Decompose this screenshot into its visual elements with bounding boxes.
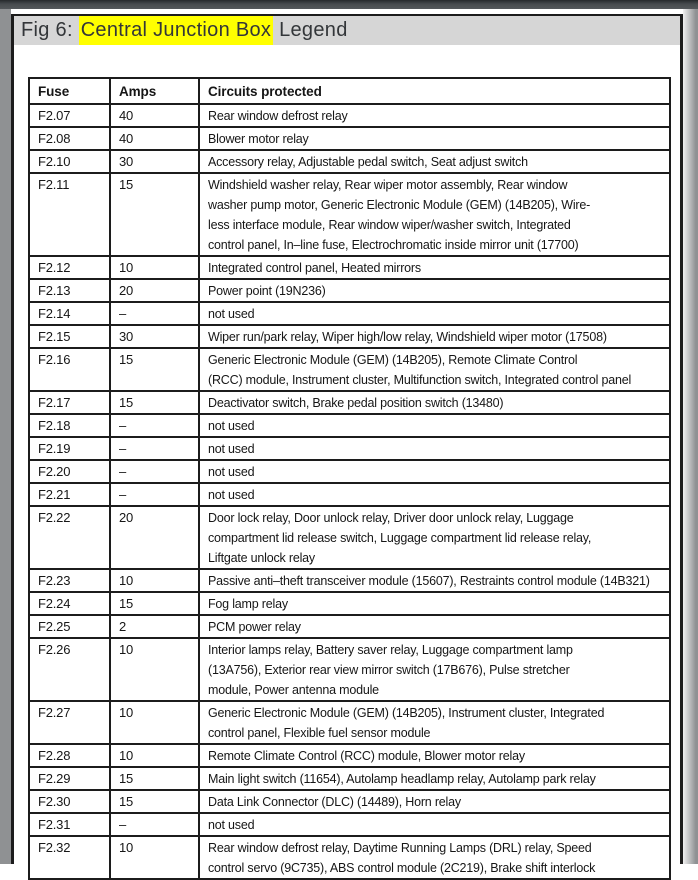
fuse-cell: F2.17 [29,391,110,414]
amps-cell: 15 [110,767,199,790]
circuit-line: (13A756), Exterior rear view mirror switch (17B676), Pulse stretcher [208,663,570,677]
fuse-cell: F2.20 [29,460,110,483]
document-page [11,14,683,875]
circuits-cell [199,836,670,879]
circuits-cell [199,767,670,790]
figure-title-highlight: Central Junction Box [79,16,274,45]
circuit-line: Integrated control panel, Heated mirrors [208,261,421,275]
table-row [29,302,670,325]
circuit-line: module, Power antenna module [208,683,379,697]
circuits-cell [199,701,670,744]
amps-cell: – [110,302,199,325]
amps-cell: 10 [110,638,199,701]
circuits-cell [199,744,670,767]
circuit-line: not used [208,818,255,832]
circuit-line: control panel, Flexible fuel sensor module [208,726,431,740]
fuse-cell: F2.13 [29,279,110,302]
circuit-line: Generic Electronic Module (GEM) (14B205), Remote Climate Control [208,353,578,367]
amps-cell: – [110,483,199,506]
table-row [29,256,670,279]
table-row [29,506,670,569]
amps-cell: 10 [110,744,199,767]
amps-cell: – [110,414,199,437]
fuse-cell: F2.22 [29,506,110,569]
table-row [29,483,670,506]
circuit-line: Rear window defrost relay [208,109,348,123]
fuse-cell: F2.29 [29,767,110,790]
col-header-circuits: Circuits protected [199,78,670,104]
table-row [29,638,670,701]
table-row [29,348,670,391]
fuse-table-body [29,104,670,879]
circuit-line: control panel, In–line fuse, Electrochromatic inside mirror unit (17700) [208,238,579,252]
circuit-line: Rear window defrost relay, Daytime Running Lamps (DRL) relay, Speed [208,841,592,855]
fuse-cell: F2.25 [29,615,110,638]
fuse-cell: F2.15 [29,325,110,348]
table-row [29,592,670,615]
amps-cell: – [110,460,199,483]
amps-cell: 2 [110,615,199,638]
circuits-cell [199,173,670,256]
amps-cell: 15 [110,391,199,414]
fuse-cell: F2.23 [29,569,110,592]
circuit-line: Deactivator switch, Brake pedal position switch (13480) [208,396,504,410]
circuit-line: not used [208,488,255,502]
circuits-cell [199,592,670,615]
circuits-cell [199,279,670,302]
table-row [29,813,670,836]
amps-cell: 20 [110,506,199,569]
circuit-line: Fog lamp relay [208,597,288,611]
circuit-line: washer pump motor, Generic Electronic Module (GEM) (14B205), Wire- [208,198,591,212]
circuits-cell [199,813,670,836]
circuit-line: (RCC) module, Instrument cluster, Multifunction switch, Integrated control panel [208,373,632,387]
circuit-line: control servo (9C735), ABS control module (2C219), Brake shift interlock [208,861,596,875]
table-row [29,279,670,302]
fuse-cell: F2.21 [29,483,110,506]
fuse-cell: F2.32 [29,836,110,879]
circuit-line: Wiper run/park relay, Wiper high/low relay, Windshield wiper motor (17508) [208,330,607,344]
left-margin-strip [0,9,11,864]
fuse-cell: F2.18 [29,414,110,437]
table-row [29,744,670,767]
circuits-cell [199,437,670,460]
table-row [29,460,670,483]
figure-title [14,16,680,45]
col-header-amps: Amps [110,78,199,104]
fuse-table [28,77,671,880]
circuit-line: Remote Climate Control (RCC) module, Blower motor relay [208,749,525,763]
amps-cell: 10 [110,836,199,879]
circuits-cell [199,104,670,127]
table-row [29,104,670,127]
circuits-cell [199,150,670,173]
fuse-cell: F2.10 [29,150,110,173]
circuit-line: not used [208,465,255,479]
circuit-line: Main light switch (11654), Autolamp headlamp relay, Autolamp park relay [208,772,596,786]
window-top-bar [0,0,698,9]
table-row [29,127,670,150]
amps-cell: 15 [110,173,199,256]
circuits-cell [199,348,670,391]
fuse-cell: F2.14 [29,302,110,325]
circuit-line: not used [208,442,255,456]
circuits-cell [199,460,670,483]
table-row [29,391,670,414]
circuit-line: Blower motor relay [208,132,309,146]
right-margin-strip [683,9,698,864]
amps-cell: 10 [110,569,199,592]
circuits-cell [199,506,670,569]
fuse-cell: F2.27 [29,701,110,744]
circuits-cell [199,302,670,325]
circuit-line: Door lock relay, Door unlock relay, Driver door unlock relay, Luggage [208,511,574,525]
amps-cell: 30 [110,150,199,173]
fuse-cell: F2.19 [29,437,110,460]
table-row [29,615,670,638]
table-header-row [29,78,670,104]
fuse-cell: F2.26 [29,638,110,701]
fuse-cell: F2.30 [29,790,110,813]
fuse-cell: F2.08 [29,127,110,150]
circuit-line: Power point (19N236) [208,284,326,298]
amps-cell: 10 [110,701,199,744]
circuit-line: compartment lid release switch, Luggage compartment lid release relay, [208,531,592,545]
fuse-cell: F2.31 [29,813,110,836]
circuit-line: Windshield washer relay, Rear wiper motor assembly, Rear window [208,178,568,192]
amps-cell: – [110,813,199,836]
table-row [29,701,670,744]
circuits-cell [199,127,670,150]
circuits-cell [199,483,670,506]
circuit-line: Data Link Connector (DLC) (14489), Horn relay [208,795,461,809]
circuits-cell [199,256,670,279]
amps-cell: 10 [110,256,199,279]
fuse-cell: F2.11 [29,173,110,256]
amps-cell: 40 [110,104,199,127]
fuse-cell: F2.12 [29,256,110,279]
col-header-fuse: Fuse [29,78,110,104]
circuit-line: not used [208,419,255,433]
circuit-line: Liftgate unlock relay [208,551,315,565]
circuit-line: less interface module, Rear window wiper/washer switch, Integrated [208,218,571,232]
circuits-cell [199,569,670,592]
circuits-cell [199,391,670,414]
circuits-cell [199,615,670,638]
amps-cell: 15 [110,790,199,813]
circuits-cell [199,325,670,348]
amps-cell: – [110,437,199,460]
table-row [29,790,670,813]
table-row [29,767,670,790]
amps-cell: 40 [110,127,199,150]
amps-cell: 30 [110,325,199,348]
table-row [29,325,670,348]
circuit-line: not used [208,307,255,321]
table-row [29,150,670,173]
table-row [29,569,670,592]
circuit-line: Accessory relay, Adjustable pedal switch, Seat adjust switch [208,155,528,169]
circuit-line: Generic Electronic Module (GEM) (14B205), Instrument cluster, Integrated [208,706,605,720]
circuits-cell [199,638,670,701]
amps-cell: 20 [110,279,199,302]
amps-cell: 15 [110,348,199,391]
table-row [29,437,670,460]
circuits-cell [199,414,670,437]
fuse-cell: F2.24 [29,592,110,615]
figure-title-suffix: Legend [273,19,348,41]
table-row [29,414,670,437]
circuit-line: Interior lamps relay, Battery saver relay, Luggage compartment lamp [208,643,573,657]
figure-title-prefix: Fig 6: [21,19,79,41]
amps-cell: 15 [110,592,199,615]
circuits-cell [199,790,670,813]
fuse-cell: F2.28 [29,744,110,767]
circuit-line: PCM power relay [208,620,301,634]
fuse-cell: F2.16 [29,348,110,391]
table-row [29,836,670,879]
table-row [29,173,670,256]
circuit-line: Passive anti–theft transceiver module (15607), Restraints control module (14B321) [208,574,650,588]
fuse-cell: F2.07 [29,104,110,127]
